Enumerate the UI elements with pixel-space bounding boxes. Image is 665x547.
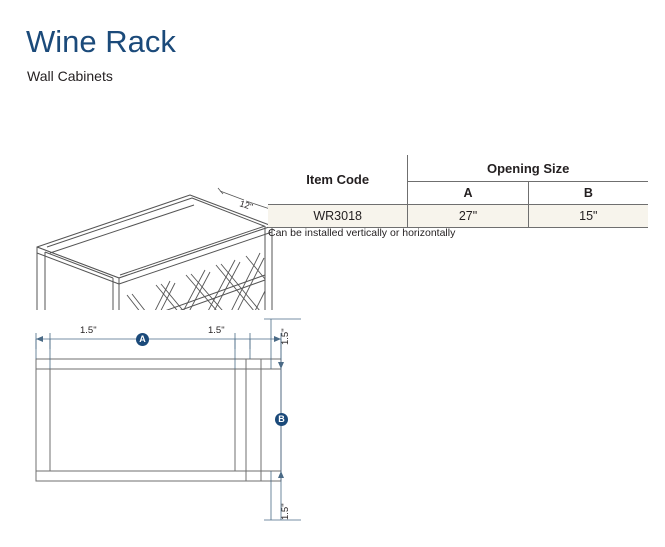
cell-item-code: WR3018 (268, 205, 408, 228)
header-col-b: B (528, 182, 648, 205)
iso-depth-label: 12" (238, 198, 255, 212)
header-item-code: Item Code (268, 155, 408, 205)
dim-left-1-5: 1.5" (80, 325, 97, 336)
specification-table (268, 155, 648, 228)
badge-b: B (275, 413, 288, 426)
wine-rack-isometric-drawing (20, 95, 290, 310)
page-subtitle: Wall Cabinets (27, 68, 113, 84)
header-col-a: A (408, 182, 528, 205)
badge-a: A (136, 333, 149, 346)
dim-right-1-5: 1.5" (208, 325, 225, 336)
installation-note: Can be installed vertically or horizontally (268, 227, 456, 239)
cell-opening-a: 27" (408, 205, 528, 228)
dim-top-1-5: 1.5" (280, 328, 291, 345)
isometric-svg (20, 95, 290, 310)
page-title: Wine Rack (26, 24, 176, 59)
wine-rack-elevation-drawing (18, 305, 338, 540)
table-row (268, 205, 648, 228)
cell-opening-b: 15" (528, 205, 648, 228)
dim-bottom-1-5: 1.5" (280, 503, 291, 520)
table-header-row (268, 155, 648, 182)
header-opening-size: Opening Size (408, 155, 648, 182)
